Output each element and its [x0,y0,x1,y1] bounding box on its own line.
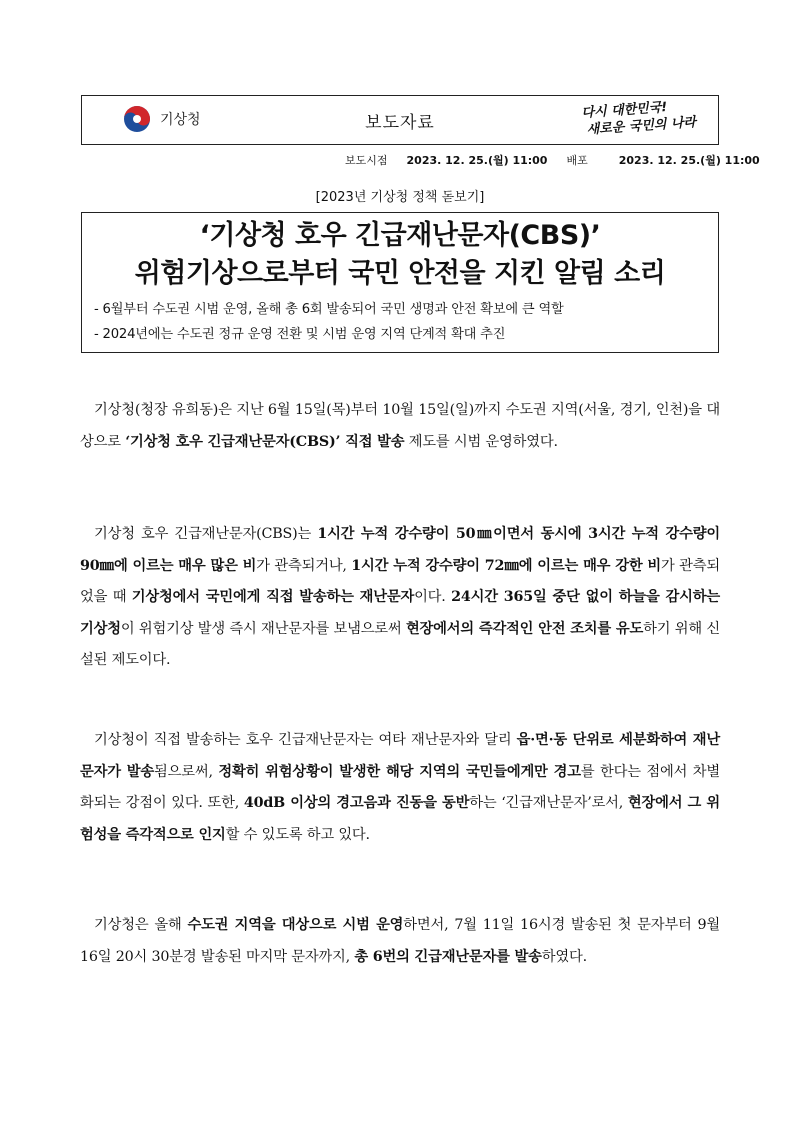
subheadline-1: - 6월부터 수도권 시범 운영, 올해 총 6회 발송되어 국민 생명과 안전 확보에 큰 역할 [94,302,564,317]
text-run: 하는 ‘긴급재난문자’로서, [469,795,628,812]
emphasis-run: 현장에서 그 위험성을 즉각적으로 인지 [80,795,720,843]
distribution-value: 2023. 12. 25.(월) 11:00 [618,154,760,167]
release-info [345,152,760,168]
slogan-line1: 다시 대한민국! [581,100,669,121]
emphasis-run: 1시간 누적 강수량이 50㎜이면서 동시에 3시간 누적 강수량이 90㎜에 이르는 매우 많은 비 [80,526,720,574]
headline-line1: ‘기상청 호우 긴급재난문자(CBS)’ [199,220,601,251]
emphasis-run: 24시간 365일 중단 없이 하늘을 감시하는 기상청 [80,589,720,637]
text-run: 기상청 호우 긴급재난문자(CBS)는 [94,526,318,543]
category-label: [2023년 기상청 정책 돋보기] [315,190,485,205]
body-paragraph-2 [80,519,720,677]
headline-line2: 위험기상으로부터 국민 안전을 지킨 알림 소리 [134,258,666,289]
emphasis-run: 기상청에서 국민에게 직접 발송하는 재난문자 [131,589,415,606]
text-run: 기상청은 올해 [94,917,188,934]
text-run: 하기 위해 신설된 제도이다. [80,620,720,669]
subheadline-2: - 2024년에는 수도권 정규 운영 전환 및 시범 운영 지역 단계적 확대 추진 [94,327,506,342]
emphasis-run: 총 6번의 긴급재난문자를 발송 [354,948,542,965]
text-run: 가 관측되거나, [256,557,352,574]
body-paragraph-3 [80,725,720,851]
subheadlines [94,297,564,347]
emphasis-run: 1시간 누적 강수량이 72㎜에 이르는 매우 강한 비 [351,557,662,574]
text-run: 제도를 시범 운영하였다. [404,433,558,450]
text-run: 할 수 있도록 하고 있다. [225,826,370,843]
text-run: 이다. [414,589,452,606]
distribution-label: 배포 [566,154,588,167]
doc-type-label: 보도자료 [365,113,435,133]
emphasis-run: ‘기상청 호우 긴급재난문자(CBS)’ 직접 발송 [125,433,405,450]
emphasis-run: 읍·면·동 단위로 세분화하여 재난문자가 발송 [80,732,721,780]
header-box [81,95,719,145]
emphasis-run: 수도권 지역을 대상으로 시범 운영 [187,917,404,934]
text-run: 하였다. [541,948,587,965]
body-paragraph-1 [80,395,720,458]
text-run: 기상청이 직접 발송하는 호우 긴급재난문자는 여타 재난문자와 달리 [94,732,517,749]
text-run: 됨으로써, [154,763,219,780]
text-run: 이 위험기상 발생 즉시 재난문자를 보냄으로써 [120,620,406,637]
agency-name: 기상청 [160,112,201,128]
text-run: 를 한다는 점에서 차별화되는 강점이 있다. 또한, [80,763,720,812]
emphasis-run: 현장에서의 즉각적인 안전 조치를 유도 [405,620,644,637]
emphasis-run: 40dB 이상의 경고음과 진동을 동반 [243,795,470,812]
text-run: 하면서, 7월 11일 16시경 발송된 첫 문자부터 9월 16일 20시 30분경 발송된 마지막 문자까지, [80,917,721,965]
text-run: 기상청(청장 유희동)은 지난 6월 15일(목)부터 10월 15일(일)까지 수도권 지역(서울, 경기, 인천)을 대상으로 [80,402,720,450]
release-time-value: 2023. 12. 25.(월) 11:00 [406,154,548,167]
slogan-line2: 새로운 국민의 나라 [586,115,697,138]
emphasis-run: 정확히 위험상황이 발생한 해당 지역의 국민들에게만 경고 [218,763,581,780]
title-box [81,212,719,353]
body-paragraph-4 [80,910,720,973]
release-time-label: 보도시점 [345,154,388,167]
text-run: 가 관측되었을 때 [80,557,720,606]
